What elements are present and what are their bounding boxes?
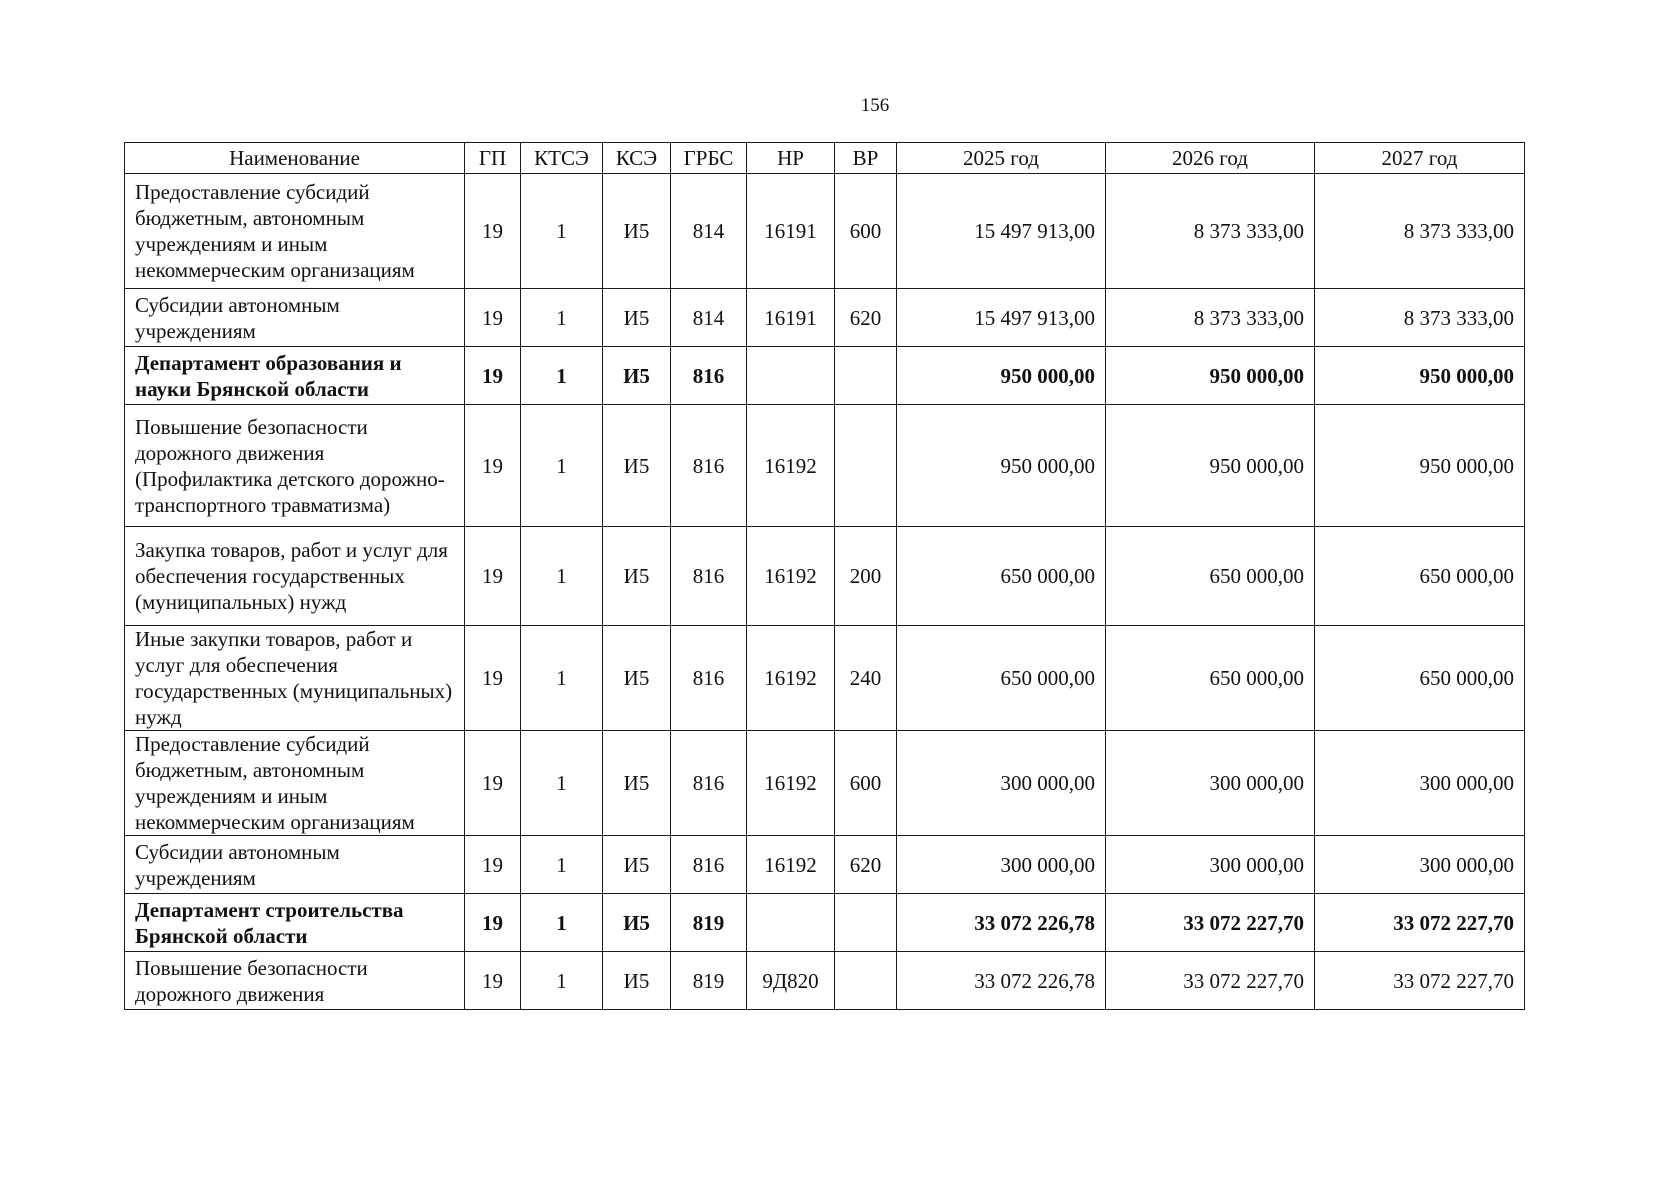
- cell-name: Департамент строительства Брянской области: [125, 894, 465, 952]
- cell-gp: 19: [465, 731, 521, 836]
- cell-kse: И5: [603, 289, 671, 347]
- header-row: [125, 143, 1525, 174]
- cell-grbs: 814: [671, 174, 747, 289]
- table-row: [125, 347, 1525, 405]
- cell-amount-2026: 950 000,00: [1106, 405, 1315, 527]
- cell-amount-2027: 33 072 227,70: [1315, 894, 1525, 952]
- cell-gp: 19: [465, 626, 521, 731]
- cell-amount-2025: 300 000,00: [897, 731, 1106, 836]
- cell-amount-2026: 8 373 333,00: [1106, 289, 1315, 347]
- cell-grbs: 819: [671, 894, 747, 952]
- cell-amount-2027: 950 000,00: [1315, 405, 1525, 527]
- page-number: 156: [860, 95, 890, 116]
- cell-amount-2027: 650 000,00: [1315, 527, 1525, 626]
- cell-kse: И5: [603, 894, 671, 952]
- cell-name: Субсидии автономным учреждениям: [125, 289, 465, 347]
- cell-name: Повышение безопасности дорожного движения (Профилактика детского дорожно-транспортного травматизма): [125, 405, 465, 527]
- cell-grbs: 816: [671, 347, 747, 405]
- cell-ktse: 1: [521, 174, 603, 289]
- cell-vr: 620: [835, 836, 897, 894]
- cell-vr: [835, 894, 897, 952]
- col-header-vr: ВР: [835, 143, 897, 174]
- table-row: [125, 405, 1525, 527]
- cell-amount-2025: 33 072 226,78: [897, 952, 1106, 1010]
- cell-ktse: 1: [521, 731, 603, 836]
- cell-ktse: 1: [521, 527, 603, 626]
- cell-vr: 600: [835, 731, 897, 836]
- cell-nr: 16191: [747, 174, 835, 289]
- cell-amount-2026: 33 072 227,70: [1106, 952, 1315, 1010]
- cell-gp: 19: [465, 894, 521, 952]
- cell-amount-2026: 300 000,00: [1106, 731, 1315, 836]
- cell-amount-2026: 950 000,00: [1106, 347, 1315, 405]
- col-header-nr: НР: [747, 143, 835, 174]
- table-row: [125, 289, 1525, 347]
- table-row: [125, 952, 1525, 1010]
- cell-nr: 16192: [747, 405, 835, 527]
- cell-amount-2027: 8 373 333,00: [1315, 289, 1525, 347]
- table-row: [125, 527, 1525, 626]
- cell-amount-2027: 950 000,00: [1315, 347, 1525, 405]
- cell-gp: 19: [465, 289, 521, 347]
- cell-gp: 19: [465, 952, 521, 1010]
- cell-amount-2027: 300 000,00: [1315, 731, 1525, 836]
- cell-nr: 16192: [747, 731, 835, 836]
- cell-vr: [835, 952, 897, 1010]
- cell-ktse: 1: [521, 626, 603, 731]
- cell-nr: 16191: [747, 289, 835, 347]
- cell-vr: 600: [835, 174, 897, 289]
- cell-name: Предоставление субсидий бюджетным, автономным учреждениям и иным некоммерческим организациям: [125, 731, 465, 836]
- col-header-kse: КСЭ: [603, 143, 671, 174]
- cell-grbs: 816: [671, 836, 747, 894]
- cell-kse: И5: [603, 174, 671, 289]
- col-header-gp: ГП: [465, 143, 521, 174]
- table-row: [125, 836, 1525, 894]
- cell-nr: 16192: [747, 626, 835, 731]
- table-row: [125, 626, 1525, 731]
- col-header-2026: 2026 год: [1106, 143, 1315, 174]
- col-header-grbs: ГРБС: [671, 143, 747, 174]
- cell-nr: 16192: [747, 836, 835, 894]
- budget-table: [124, 142, 1525, 1010]
- cell-ktse: 1: [521, 289, 603, 347]
- cell-kse: И5: [603, 731, 671, 836]
- cell-grbs: 816: [671, 527, 747, 626]
- cell-name: Субсидии автономным учреждениям: [125, 836, 465, 894]
- cell-kse: И5: [603, 952, 671, 1010]
- cell-amount-2025: 650 000,00: [897, 626, 1106, 731]
- cell-amount-2026: 650 000,00: [1106, 626, 1315, 731]
- cell-nr: 9Д820: [747, 952, 835, 1010]
- cell-kse: И5: [603, 626, 671, 731]
- cell-ktse: 1: [521, 347, 603, 405]
- cell-amount-2027: 8 373 333,00: [1315, 174, 1525, 289]
- cell-amount-2026: 300 000,00: [1106, 836, 1315, 894]
- cell-gp: 19: [465, 405, 521, 527]
- cell-amount-2025: 33 072 226,78: [897, 894, 1106, 952]
- table-row: [125, 174, 1525, 289]
- cell-kse: И5: [603, 527, 671, 626]
- cell-ktse: 1: [521, 952, 603, 1010]
- cell-nr: 16192: [747, 527, 835, 626]
- col-header-2027: 2027 год: [1315, 143, 1525, 174]
- cell-grbs: 819: [671, 952, 747, 1010]
- cell-name: Иные закупки товаров, работ и услуг для обеспечения государственных (муниципальных) нужд: [125, 626, 465, 731]
- table-row: [125, 731, 1525, 836]
- cell-amount-2025: 950 000,00: [897, 405, 1106, 527]
- cell-vr: 240: [835, 626, 897, 731]
- cell-amount-2026: 650 000,00: [1106, 527, 1315, 626]
- cell-name: Закупка товаров, работ и услуг для обеспечения государственных (муниципальных) нужд: [125, 527, 465, 626]
- col-header-2025: 2025 год: [897, 143, 1106, 174]
- cell-name: Повышение безопасности дорожного движения: [125, 952, 465, 1010]
- cell-amount-2025: 650 000,00: [897, 527, 1106, 626]
- cell-amount-2025: 15 497 913,00: [897, 289, 1106, 347]
- cell-ktse: 1: [521, 894, 603, 952]
- cell-amount-2027: 650 000,00: [1315, 626, 1525, 731]
- cell-nr: [747, 894, 835, 952]
- cell-kse: И5: [603, 405, 671, 527]
- col-header-name: Наименование: [125, 143, 465, 174]
- cell-amount-2027: 300 000,00: [1315, 836, 1525, 894]
- cell-amount-2025: 15 497 913,00: [897, 174, 1106, 289]
- cell-gp: 19: [465, 347, 521, 405]
- cell-amount-2026: 8 373 333,00: [1106, 174, 1315, 289]
- cell-grbs: 814: [671, 289, 747, 347]
- cell-grbs: 816: [671, 731, 747, 836]
- cell-amount-2027: 33 072 227,70: [1315, 952, 1525, 1010]
- table-row: [125, 894, 1525, 952]
- cell-nr: [747, 347, 835, 405]
- cell-gp: 19: [465, 174, 521, 289]
- cell-kse: И5: [603, 836, 671, 894]
- cell-kse: И5: [603, 347, 671, 405]
- cell-gp: 19: [465, 527, 521, 626]
- cell-vr: [835, 405, 897, 527]
- cell-name: Департамент образования и науки Брянской области: [125, 347, 465, 405]
- cell-name: Предоставление субсидий бюджетным, автономным учреждениям и иным некоммерческим организациям: [125, 174, 465, 289]
- cell-vr: [835, 347, 897, 405]
- cell-gp: 19: [465, 836, 521, 894]
- cell-grbs: 816: [671, 626, 747, 731]
- cell-grbs: 816: [671, 405, 747, 527]
- cell-vr: 620: [835, 289, 897, 347]
- cell-ktse: 1: [521, 405, 603, 527]
- cell-amount-2025: 950 000,00: [897, 347, 1106, 405]
- cell-amount-2025: 300 000,00: [897, 836, 1106, 894]
- cell-vr: 200: [835, 527, 897, 626]
- cell-ktse: 1: [521, 836, 603, 894]
- col-header-ktse: КТСЭ: [521, 143, 603, 174]
- cell-amount-2026: 33 072 227,70: [1106, 894, 1315, 952]
